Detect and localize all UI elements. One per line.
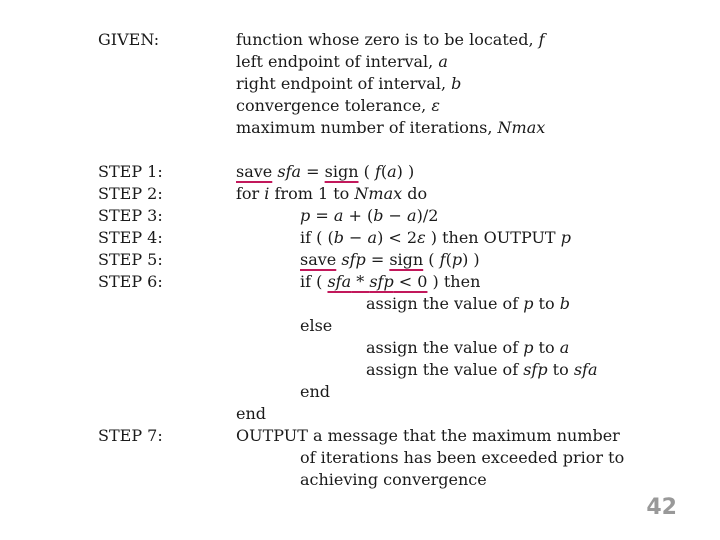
step-label: STEP 1:: [98, 162, 163, 181]
step-6b-text: assign the value of p to a: [366, 338, 570, 357]
end-inner: end: [300, 382, 331, 401]
step-label: STEP 7:: [98, 426, 163, 445]
step-4-text: if ( (b − a) < 2ε ) then OUTPUT p: [300, 228, 571, 247]
page-number: 42: [646, 495, 677, 520]
step-7-text: of iterations has been exceeded prior to: [300, 448, 625, 467]
given-item: function whose zero is to be located, f: [236, 30, 545, 49]
given-label: GIVEN:: [98, 30, 160, 49]
step-6-text: if ( sfa * sfp < 0 ) then: [300, 272, 481, 291]
step-label: STEP 4:: [98, 228, 163, 247]
given-item: convergence tolerance, ε: [236, 96, 440, 115]
given-item: left endpoint of interval, a: [236, 52, 448, 71]
end-outer: end: [236, 404, 267, 423]
step-2-text: for i from 1 to Nmax do: [236, 184, 428, 203]
given-item: maximum number of iterations, Nmax: [236, 118, 546, 137]
step-label: STEP 3:: [98, 206, 163, 225]
step-3-text: p = a + (b − a)/2: [300, 206, 439, 225]
step-7-text: achieving convergence: [300, 470, 487, 489]
step-1-text: save sfa = sign ( f(a) ): [236, 162, 415, 181]
step-label: STEP 5:: [98, 250, 163, 269]
step-label: STEP 6:: [98, 272, 163, 291]
step-6a-text: assign the value of p to b: [366, 294, 570, 313]
step-5-text: save sfp = sign ( f(p) ): [300, 250, 480, 269]
step-6c-text: assign the value of sfp to sfa: [366, 360, 598, 379]
else-keyword: else: [300, 316, 333, 335]
step-7-text: OUTPUT a message that the maximum number: [236, 426, 620, 445]
step-label: STEP 2:: [98, 184, 163, 203]
given-item: right endpoint of interval, b: [236, 74, 462, 93]
